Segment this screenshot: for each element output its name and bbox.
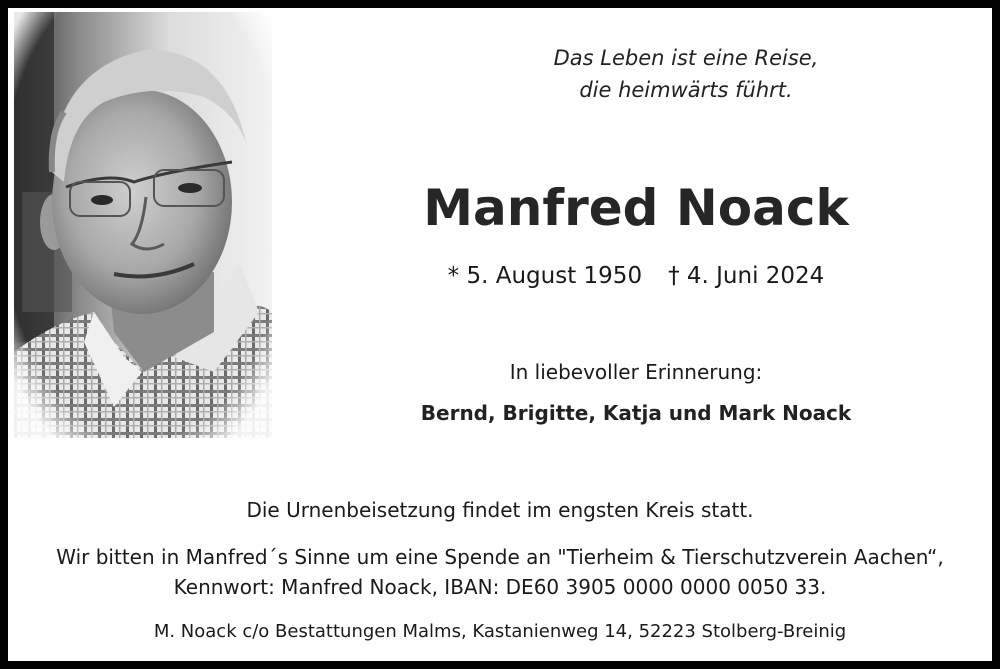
contact-address: M. Noack c/o Bestattungen Malms, Kastanienweg 14, 52223 Stolberg-Breinig xyxy=(153,621,847,642)
burial-note: Die Urnenbeisetzung findet im engsten Kreis statt. xyxy=(246,498,754,522)
portrait-photo xyxy=(14,12,272,438)
donation-line-2: Kennwort: Manfred Noack, IBAN: DE60 3905 0000 0000 0050 33. xyxy=(173,575,827,599)
deceased-name: Manfred Noack xyxy=(423,179,849,237)
donation-request xyxy=(30,542,970,602)
motto-line-1: Das Leben ist eine Reise, xyxy=(553,46,819,70)
birth-date: * 5. August 1950 xyxy=(447,263,643,289)
donation-line-1: Wir bitten in Manfred´s Sinne um eine Spende an "Tierheim & Tierschutzverein Aachen“, xyxy=(56,545,944,569)
motto-line-2: die heimwärts führt. xyxy=(579,78,793,102)
family-names: Bernd, Brigitte, Katja und Mark Noack xyxy=(420,401,852,425)
motto-quote xyxy=(420,42,952,106)
remembrance-heading: In liebevoller Erinnerung: xyxy=(509,360,763,384)
life-dates xyxy=(400,258,872,294)
death-date: † 4. Juni 2024 xyxy=(668,263,825,289)
